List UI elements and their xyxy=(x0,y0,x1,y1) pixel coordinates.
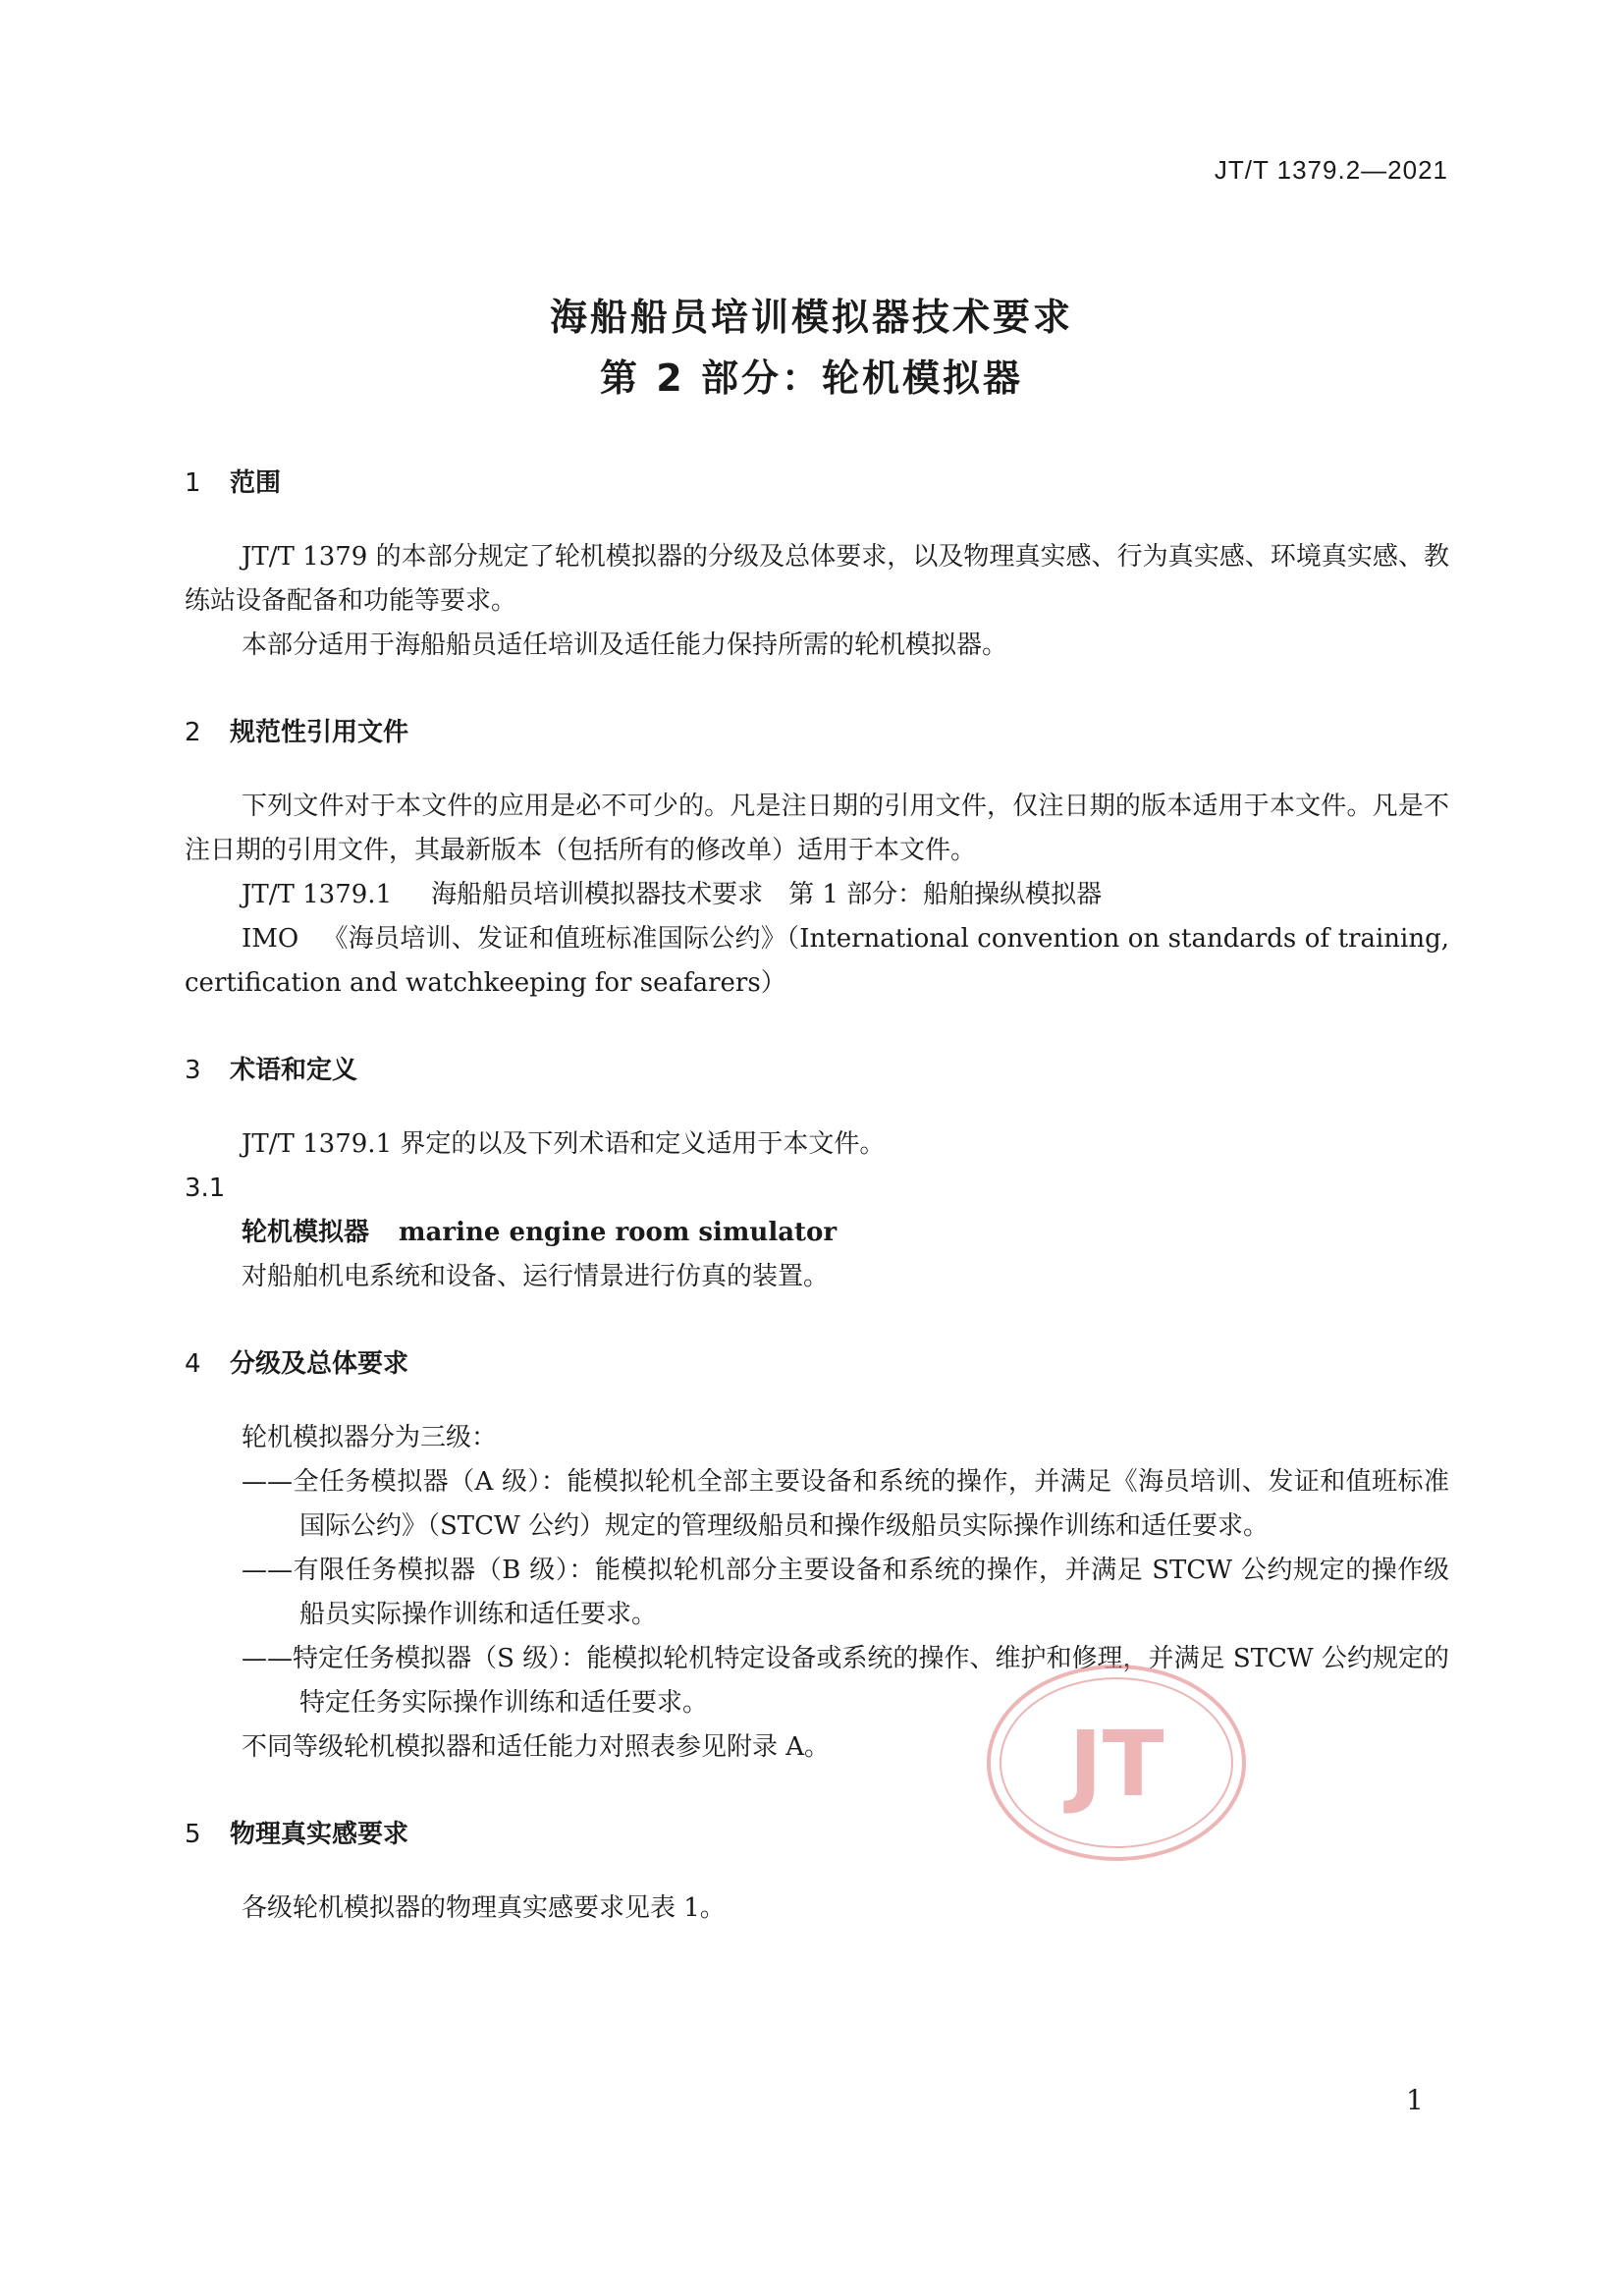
reference-code: IMO xyxy=(242,924,299,954)
reference-title: 海船船员培训模拟器技术要求 第 1 部分：船舶操纵模拟器 xyxy=(431,880,1103,909)
section-number: 3 xyxy=(185,1056,201,1085)
reference-item-2 xyxy=(185,917,1449,1006)
section-5-paragraph-1: 各级轮机模拟器的物理真实感要求见表 1。 xyxy=(242,1893,726,1923)
section-number: 1 xyxy=(185,468,201,498)
page-number: 1 xyxy=(1406,2084,1424,2116)
section-number: 4 xyxy=(185,1349,201,1379)
section-title: 范围 xyxy=(230,468,282,498)
section-1-heading xyxy=(185,462,1449,506)
jt-seal-watermark xyxy=(982,1660,1252,1866)
term-entry xyxy=(185,1211,1449,1255)
section-number: 2 xyxy=(185,718,201,747)
section-title: 术语和定义 xyxy=(230,1056,358,1085)
section-3-paragraph-1: JT/T 1379.1 界定的以及下列术语和定义适用于本文件。 xyxy=(242,1129,886,1159)
reference-item-1 xyxy=(185,873,1449,917)
list-item: ——特定任务模拟器（S 级）：能模拟轮机特定设备或系统的操作、维护和修理，并满足 STCW 公约规定的特定任务实际操作训练和适任要求。 xyxy=(242,1644,1449,1718)
section-number: 5 xyxy=(185,1820,201,1849)
title-block xyxy=(0,287,1623,409)
section-title: 物理真实感要求 xyxy=(230,1820,409,1849)
section-1-paragraph-1: JT/T 1379 的本部分规定了轮机模拟器的分级及总体要求，以及物理真实感、行为真实感、环境真实感、教练站设备配备和功能等要求。 xyxy=(185,542,1449,616)
document-subtitle: 第 2 部分：轮机模拟器 xyxy=(600,356,1023,400)
reference-code: JT/T 1379.1 xyxy=(242,880,393,909)
section-1-paragraph-2: 本部分适用于海船船员适任培训及适任能力保持所需的轮机模拟器。 xyxy=(242,630,1008,660)
svg-text:JT: JT xyxy=(1068,1712,1164,1817)
term-english: marine engine room simulator xyxy=(399,1218,838,1247)
term-chinese: 轮机模拟器 xyxy=(242,1218,370,1247)
section-4-heading xyxy=(185,1342,1449,1387)
subsection-number: 3.1 xyxy=(185,1174,226,1203)
section-3-heading xyxy=(185,1049,1449,1093)
reference-title: 《海员培训、发证和值班标准国际公约》（International convention on standards of training, certification and watchkeeping for seafarers） xyxy=(185,924,1449,998)
document-title: 海船船员培训模拟器技术要求 xyxy=(549,296,1073,339)
section-title: 规范性引用文件 xyxy=(230,718,409,747)
list-item: ——有限任务模拟器（B 级）：能模拟轮机部分主要设备和系统的操作，并满足 STCW 公约规定的操作级船员实际操作训练和适任要求。 xyxy=(242,1556,1449,1629)
section-4-intro: 轮机模拟器分为三级： xyxy=(242,1423,498,1452)
section-5-heading xyxy=(185,1813,1449,1857)
section-2-paragraph-1: 下列文件对于本文件的应用是必不可少的。凡是注日期的引用文件，仅注日期的版本适用于本文件。凡是不注日期的引用文件，其最新版本（包括所有的修改单）适用于本文件。 xyxy=(185,792,1449,865)
section-4-note: 不同等级轮机模拟器和适任能力对照表参见附录 A。 xyxy=(242,1732,831,1762)
list-item: ——全任务模拟器（A 级）：能模拟轮机全部主要设备和系统的操作，并满足《海员培训、发证和值班标准国际公约》（STCW 公约）规定的管理级船员和操作级船员实际操作训练和适任要求。 xyxy=(242,1467,1449,1541)
term-definition: 对船舶机电系统和设备、运行情景进行仿真的装置。 xyxy=(242,1262,830,1291)
document-body xyxy=(185,462,1449,1931)
document-code: JT/T 1379.2—2021 xyxy=(1214,155,1448,185)
section-title: 分级及总体要求 xyxy=(230,1349,409,1379)
section-2-heading xyxy=(185,711,1449,755)
